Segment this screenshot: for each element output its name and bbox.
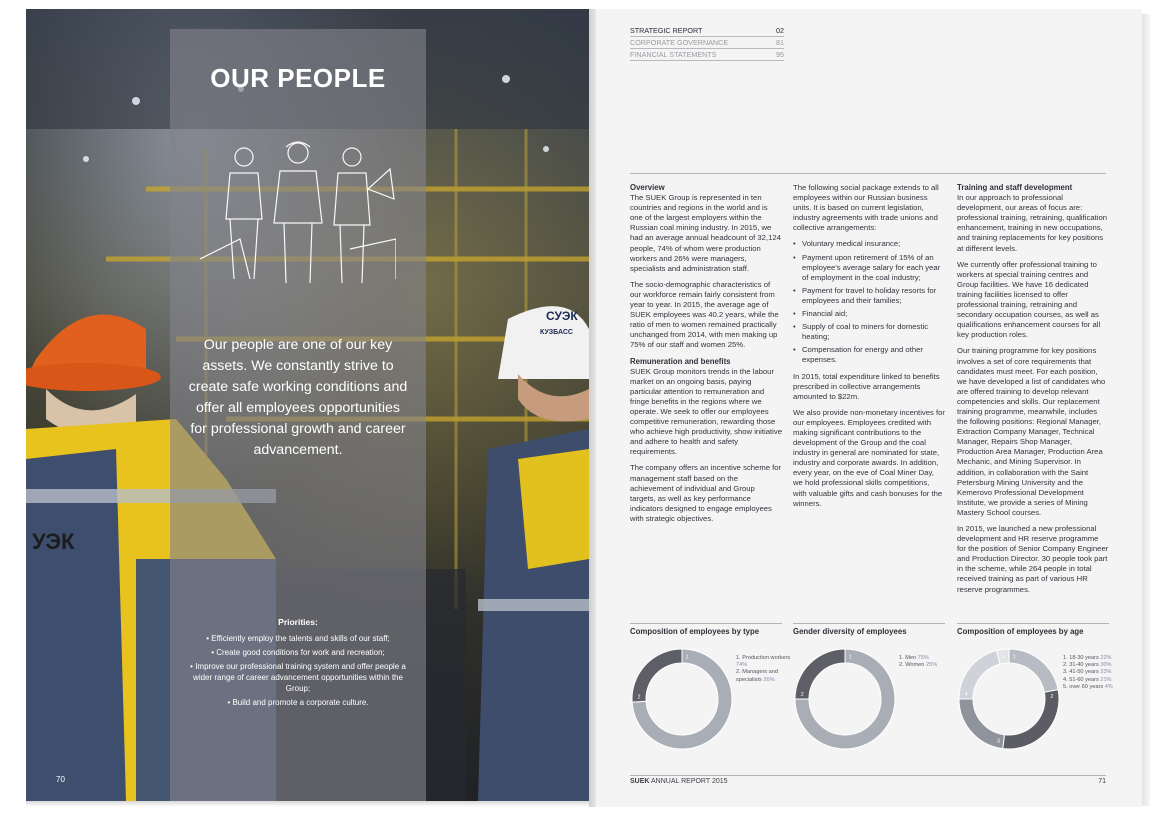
slice-label: 5	[1001, 654, 1005, 661]
legend-number: 4.	[1063, 676, 1070, 683]
chart-title: Composition of employees by age	[957, 627, 1084, 636]
remuneration-heading: Remuneration and benefits	[630, 356, 731, 366]
chart-title: Composition of employees by type	[630, 627, 760, 636]
column-overview	[630, 183, 782, 530]
toc-page: 02	[776, 26, 784, 35]
toc-label: FINANCIAL STATEMENTS	[630, 50, 717, 59]
benefit-item: • Compensation for energy and other expenses.	[793, 345, 945, 365]
chart-divider	[957, 623, 1109, 624]
slice-label: 1	[1012, 654, 1016, 661]
legend-value: 30%	[1100, 662, 1112, 669]
footer-brand: SUEK	[630, 778, 650, 785]
chart-gender-diversity	[793, 623, 945, 763]
legend-label: over 60 years	[1069, 683, 1105, 690]
nonmonetary-paragraph: We also provide non-monetary incentives for our employees. Employees credited with making significant contributions to the development of the Group and the coal industry in general are nominated for state, industry and corporate awards. In addition, every year, on the eve of Coal Miner Day, we hold professional skills competitions, with valuable gifts and cash bonuses for the winners.	[793, 407, 945, 508]
donut-chart	[793, 647, 897, 751]
legend-number: 2.	[736, 669, 743, 676]
page-number-right: 71	[1098, 778, 1106, 785]
legend-item	[899, 655, 959, 662]
remuneration-paragraph: The company offers an incentive scheme for management staff based on the achievement of individual and Group targets, as well as key performance indicators designed to engage employees with strategic objectives.	[630, 463, 782, 523]
overview-heading: Overview	[630, 183, 665, 192]
legend-number: 2.	[899, 662, 906, 669]
helmet-subtext-right: КУЗБАСС	[540, 329, 573, 336]
overview-paragraph: The socio-demographic characteristics of our workforce remain fairly consistent from year to year. In 2015, the average age of SUEK employees was 40.2 years, while the ratio of men to women remained practically unchanged from 2014, with men making up 75% of our staff and women 25%.	[630, 279, 779, 350]
page-footer	[630, 775, 1106, 785]
legend-label: 31-40 years	[1069, 662, 1101, 669]
page-edge	[1142, 14, 1150, 806]
chart-divider	[630, 623, 782, 624]
chart-title: Gender diversity of employees	[793, 627, 907, 636]
priority-item: • Build and promote a corporate culture.	[190, 697, 406, 708]
chart-divider	[793, 623, 945, 624]
legend-number: 5.	[1063, 683, 1070, 690]
legend-item	[1063, 662, 1123, 669]
legend-value: 23%	[1100, 669, 1112, 676]
legend-item	[899, 662, 959, 669]
priorities-list	[190, 633, 406, 711]
priority-item: • Improve our professional training system and offer people a wider range of career advancement opportunities within the Group;	[190, 661, 406, 694]
divider	[630, 173, 1106, 174]
priority-item: • Create good conditions for work and recreation;	[190, 647, 406, 658]
training-paragraph: In 2015, we launched a new professional development and HR reserve programme for the position of Senior Company Engineer and Production Director. 30 people took part in the scheme, while 264 people in total received training as part of various HR reserve programmes.	[957, 524, 1109, 594]
slice-label: 1	[685, 654, 689, 661]
chart-employees-by-age	[957, 623, 1113, 763]
legend-item	[1063, 655, 1123, 662]
legend-label: Women	[905, 662, 926, 669]
intro-quote: Our people are one of our key assets. We constantly strive to create safe working conditions and offer all employees opportunities for professional growth and career advancement.	[188, 337, 408, 458]
chart-legend	[736, 655, 796, 684]
legend-number: 1.	[736, 655, 743, 661]
legend-label: Managers and specialists	[736, 669, 778, 683]
donut-chart	[957, 647, 1061, 751]
training-paragraph: Our training programme for key positions involves a set of core requirements that candidates must meet. For each position, we have developed a list of candidates who are offered training to develop relevant competencies and skills. Our replacement training programme, meanwhile, includes the following positions: Regional Manager, Extraction Company Manager, Technical Manager, Repairs Shop Manager, Production Area Manager, Production Area Mechanic, and Mining Supervisor. In addition, in collaboration with the Saint Petersburg Mining University and the Kemerovo Professional Development Institute, we provide a series of Mining Mastery School courses.	[957, 346, 1106, 517]
legend-number: 1.	[899, 655, 906, 661]
legend-item	[736, 669, 796, 683]
legend-value: 21%	[1100, 676, 1112, 683]
worker-right-illustration	[458, 299, 589, 801]
column-social-package	[793, 183, 945, 515]
legend-label: Men	[905, 655, 918, 661]
helmet-text-right: СУЭК	[546, 309, 578, 323]
jacket-text: УЭК	[32, 529, 75, 554]
toc-label: CORPORATE GOVERNANCE	[630, 38, 729, 47]
chart-legend	[899, 655, 959, 669]
benefit-item: • Payment upon retirement of 15% of an employee's average salary for each year of employment in the coal industry;	[793, 253, 945, 283]
expenditure-paragraph: In 2015, total expenditure linked to benefits prescribed in collective arrangements amounted to $22m.	[793, 371, 940, 401]
legend-label: 41-50 years	[1069, 669, 1101, 676]
toc-label: STRATEGIC REPORT	[630, 26, 703, 35]
donut-slice	[1009, 649, 1058, 692]
slice-label: 3	[997, 738, 1000, 745]
benefit-item: • Financial aid;	[793, 309, 945, 319]
legend-number: 2.	[1063, 662, 1070, 669]
legend-label: 18-30 years	[1069, 655, 1101, 661]
intro-panel	[170, 29, 426, 801]
benefit-item: • Voluntary medical insurance;	[793, 239, 945, 249]
page-title: OUR PEOPLE	[210, 63, 386, 93]
legend-value: 25%	[925, 662, 938, 669]
workers-line-art-icon	[200, 139, 396, 289]
legend-item	[1063, 669, 1123, 676]
toc-page: 95	[776, 50, 784, 59]
legend-item	[1063, 677, 1123, 684]
footer-report-title: ANNUAL REPORT 2015	[651, 778, 728, 785]
legend-value: 74%	[736, 662, 748, 669]
chart-legend	[1063, 655, 1123, 691]
legend-label: Production workers	[742, 655, 791, 661]
slice-label: 2	[800, 691, 804, 698]
toc-corporate-governance[interactable]	[630, 37, 784, 49]
benefit-item: • Payment for travel to holiday resorts for employees and their families;	[793, 286, 945, 306]
legend-label: 51-60 years	[1069, 676, 1101, 683]
training-heading: Training and staff development	[957, 183, 1073, 192]
page-number-left: 70	[56, 775, 65, 784]
legend-value: 22%	[1100, 655, 1112, 661]
page-shadow	[26, 801, 589, 807]
training-paragraph: In our approach to professional development, our areas of focus are: professional training, retraining, qualification enhancement, training in new occupations, and training replacements for key positions at different levels.	[957, 193, 1107, 253]
toc-strategic-report[interactable]	[630, 25, 784, 37]
chart-employees-by-type	[630, 623, 791, 763]
left-page-photo	[26, 9, 589, 801]
legend-item	[1063, 684, 1123, 691]
legend-number: 1.	[1063, 655, 1070, 661]
overview-paragraph: The SUEK Group is represented in ten countries and regions in the world and is one of the largest employers within the Russian coal mining industry. In 2015, we had an average annual headcount of 32,124 people, 74% of whom were production workers and 26% were managers, specialists and administration staff.	[630, 193, 781, 273]
priorities-title: Priorities:	[278, 617, 318, 627]
benefits-list	[793, 239, 945, 365]
benefit-item: • Supply of coal to miners for domestic heating;	[793, 322, 945, 342]
social-package-intro: The following social package extends to all employees within our Russian business units. It is based on current legislation, industry agreements with trade unions and collective arrangements:	[793, 183, 939, 233]
column-training	[957, 183, 1109, 601]
slice-label: 1	[848, 654, 852, 661]
legend-number: 3.	[1063, 669, 1070, 676]
slice-label: 2	[1050, 694, 1054, 701]
slice-label: 2	[637, 694, 641, 701]
remuneration-paragraph: SUEK Group monitors trends in the labour market on an ongoing basis, paying particular attention to remuneration and fringe benefits in the regions where we operate. We seek to offer our employees competitive remuneration, rewarding those who achieve high productivity, show initiative and adhere to health and safety requirements.	[630, 366, 782, 457]
toc-page: 81	[776, 38, 784, 47]
section-navigation	[630, 25, 784, 61]
slice-label: 4	[964, 691, 968, 698]
priority-item: • Efficiently employ the talents and skills of our staff;	[190, 633, 406, 644]
toc-financial-statements[interactable]	[630, 49, 784, 61]
right-page	[596, 9, 1142, 807]
legend-item	[736, 655, 796, 669]
training-paragraph: We currently offer professional training to workers at special training centres and Group facilities. We have 16 dedicated training facilities licensed to offer professional training, retraining and secondary occupation courses, as well as qualifications enhancement courses for all key production roles.	[957, 259, 1101, 340]
legend-value: 26%	[763, 676, 775, 683]
legend-value: 4%	[1104, 683, 1113, 690]
legend-value: 75%	[917, 655, 929, 661]
donut-chart	[630, 647, 734, 751]
